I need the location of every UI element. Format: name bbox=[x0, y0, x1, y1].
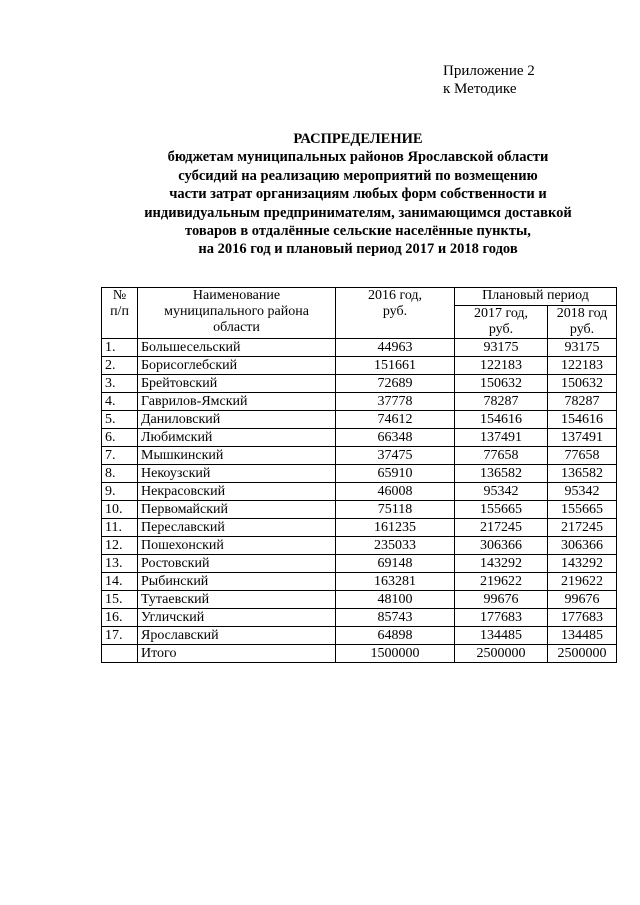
distribution-table bbox=[101, 287, 617, 663]
row-num: 10. bbox=[102, 501, 138, 519]
row-2018: 134485 bbox=[548, 627, 617, 645]
title-line-1: бюджетам муниципальных районов Ярославской области bbox=[167, 149, 549, 166]
row-district: Гаврилов-Ямский bbox=[138, 393, 336, 411]
row-2017: 99676 bbox=[455, 591, 548, 609]
appendix-line-1: Приложение 2 bbox=[443, 63, 535, 79]
row-2017: 93175 bbox=[455, 339, 548, 357]
table-body bbox=[102, 339, 617, 663]
row-2017: 95342 bbox=[455, 483, 548, 501]
row-num: 12. bbox=[102, 537, 138, 555]
row-2016: 37475 bbox=[336, 447, 455, 465]
row-district: Угличский bbox=[138, 609, 336, 627]
table-row bbox=[102, 465, 617, 483]
table-row bbox=[102, 429, 617, 447]
row-2016: 65910 bbox=[336, 465, 455, 483]
row-district: Тутаевский bbox=[138, 591, 336, 609]
row-2016: 151661 bbox=[336, 357, 455, 375]
row-district: Брейтовский bbox=[138, 375, 336, 393]
row-2018: 155665 bbox=[548, 501, 617, 519]
row-2017: 154616 bbox=[455, 411, 548, 429]
total-2018: 2500000 bbox=[548, 645, 617, 663]
row-2017: 219622 bbox=[455, 573, 548, 591]
row-district: Некрасовский bbox=[138, 483, 336, 501]
row-num: 2. bbox=[102, 357, 138, 375]
table-row bbox=[102, 519, 617, 537]
table-row bbox=[102, 627, 617, 645]
row-num: 3. bbox=[102, 375, 138, 393]
table-row bbox=[102, 393, 617, 411]
row-2018: 78287 bbox=[548, 393, 617, 411]
row-2016: 235033 bbox=[336, 537, 455, 555]
row-2016: 161235 bbox=[336, 519, 455, 537]
row-2017: 155665 bbox=[455, 501, 548, 519]
row-district: Первомайский bbox=[138, 501, 336, 519]
table-row bbox=[102, 501, 617, 519]
table-row bbox=[102, 591, 617, 609]
row-district: Пошехонский bbox=[138, 537, 336, 555]
row-district: Любимский bbox=[138, 429, 336, 447]
row-num: 7. bbox=[102, 447, 138, 465]
row-num: 13. bbox=[102, 555, 138, 573]
row-2016: 44963 bbox=[336, 339, 455, 357]
row-2018: 95342 bbox=[548, 483, 617, 501]
row-num: 11. bbox=[102, 519, 138, 537]
row-2017: 136582 bbox=[455, 465, 548, 483]
title-line-4: индивидуальным предпринимателям, занимающимся доставкой bbox=[144, 204, 572, 221]
row-2018: 93175 bbox=[548, 339, 617, 357]
row-2018: 177683 bbox=[548, 609, 617, 627]
row-2016: 37778 bbox=[336, 393, 455, 411]
row-2016: 72689 bbox=[336, 375, 455, 393]
title-line-6: на 2016 год и плановый период 2017 и 2018 годов bbox=[198, 241, 518, 258]
row-2018: 150632 bbox=[548, 375, 617, 393]
header-planned-period: Плановый период bbox=[455, 288, 617, 306]
row-num: 8. bbox=[102, 465, 138, 483]
row-district: Большесельский bbox=[138, 339, 336, 357]
row-2018: 77658 bbox=[548, 447, 617, 465]
row-2018: 217245 bbox=[548, 519, 617, 537]
total-row bbox=[102, 645, 617, 663]
row-2017: 134485 bbox=[455, 627, 548, 645]
row-2018: 154616 bbox=[548, 411, 617, 429]
row-2017: 122183 bbox=[455, 357, 548, 375]
total-label: Итого bbox=[138, 645, 336, 663]
table-row bbox=[102, 411, 617, 429]
appendix-note bbox=[443, 62, 535, 98]
row-2016: 75118 bbox=[336, 501, 455, 519]
row-num: 6. bbox=[102, 429, 138, 447]
row-district: Борисоглебский bbox=[138, 357, 336, 375]
row-district: Даниловский bbox=[138, 411, 336, 429]
row-2018: 137491 bbox=[548, 429, 617, 447]
row-2017: 137491 bbox=[455, 429, 548, 447]
row-num: 16. bbox=[102, 609, 138, 627]
table-row bbox=[102, 555, 617, 573]
row-2017: 78287 bbox=[455, 393, 548, 411]
table-row bbox=[102, 447, 617, 465]
row-district: Рыбинский bbox=[138, 573, 336, 591]
total-num bbox=[102, 645, 138, 663]
document-title bbox=[100, 130, 616, 259]
title-line-5: товаров в отдалённые сельские населённые пункты, bbox=[185, 223, 531, 240]
table-row bbox=[102, 609, 617, 627]
title-heading: РАСПРЕДЕЛЕНИЕ bbox=[293, 131, 423, 147]
row-2018: 143292 bbox=[548, 555, 617, 573]
table-row bbox=[102, 357, 617, 375]
title-line-3: части затрат организациям любых форм собственности и bbox=[169, 186, 547, 203]
row-num: 4. bbox=[102, 393, 138, 411]
row-num: 9. bbox=[102, 483, 138, 501]
header-2017: 2017 год, руб. bbox=[455, 306, 548, 339]
row-district: Мышкинский bbox=[138, 447, 336, 465]
total-2016: 1500000 bbox=[336, 645, 455, 663]
row-2016: 74612 bbox=[336, 411, 455, 429]
row-num: 5. bbox=[102, 411, 138, 429]
row-2018: 122183 bbox=[548, 357, 617, 375]
header-2016: 2016 год, руб. bbox=[336, 288, 455, 339]
row-2018: 219622 bbox=[548, 573, 617, 591]
row-2016: 64898 bbox=[336, 627, 455, 645]
row-2017: 217245 bbox=[455, 519, 548, 537]
row-2016: 48100 bbox=[336, 591, 455, 609]
row-2016: 85743 bbox=[336, 609, 455, 627]
row-num: 14. bbox=[102, 573, 138, 591]
header-district-name: Наименование муниципального района области bbox=[138, 288, 336, 339]
row-2017: 143292 bbox=[455, 555, 548, 573]
row-num: 1. bbox=[102, 339, 138, 357]
row-district: Ростовский bbox=[138, 555, 336, 573]
title-line-2: субсидий на реализацию мероприятий по возмещению bbox=[178, 167, 538, 184]
appendix-line-2: к Методике bbox=[443, 81, 517, 97]
row-2018: 136582 bbox=[548, 465, 617, 483]
row-2017: 150632 bbox=[455, 375, 548, 393]
table-row bbox=[102, 483, 617, 501]
header-num: № п/п bbox=[102, 288, 138, 339]
table-row bbox=[102, 375, 617, 393]
row-2017: 306366 bbox=[455, 537, 548, 555]
row-2018: 306366 bbox=[548, 537, 617, 555]
row-2016: 163281 bbox=[336, 573, 455, 591]
row-num: 15. bbox=[102, 591, 138, 609]
row-2017: 77658 bbox=[455, 447, 548, 465]
table-row bbox=[102, 537, 617, 555]
row-num: 17. bbox=[102, 627, 138, 645]
row-district: Переславский bbox=[138, 519, 336, 537]
table-row bbox=[102, 573, 617, 591]
row-2017: 177683 bbox=[455, 609, 548, 627]
header-2018: 2018 год руб. bbox=[548, 306, 617, 339]
row-district: Некоузский bbox=[138, 465, 336, 483]
row-2018: 99676 bbox=[548, 591, 617, 609]
row-2016: 66348 bbox=[336, 429, 455, 447]
total-2017: 2500000 bbox=[455, 645, 548, 663]
row-2016: 69148 bbox=[336, 555, 455, 573]
table-header bbox=[102, 288, 617, 339]
table-row bbox=[102, 339, 617, 357]
row-2016: 46008 bbox=[336, 483, 455, 501]
row-district: Ярославский bbox=[138, 627, 336, 645]
